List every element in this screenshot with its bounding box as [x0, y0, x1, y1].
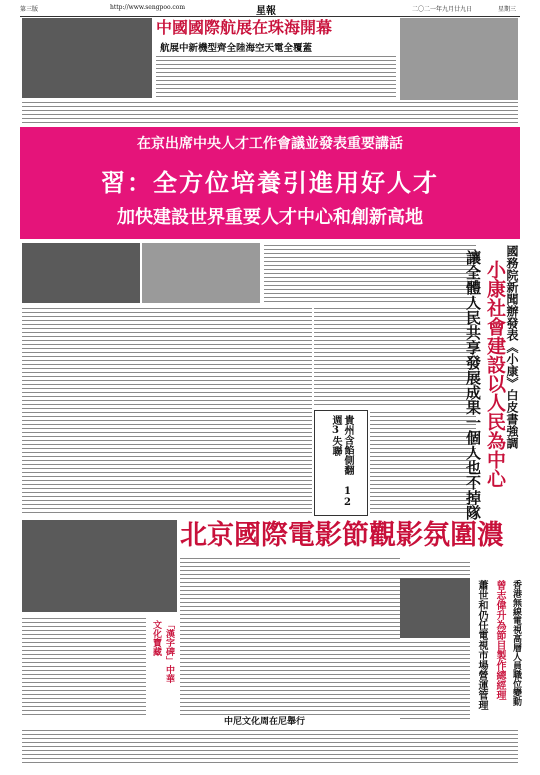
- airshow-subhead: 航展中新機型齊全陸海空天電全覆蓋: [160, 43, 313, 54]
- film-body-text: [180, 556, 400, 716]
- tvb-line-2: 曾志偉升為節目製作總經理: [494, 580, 505, 700]
- film-photo: [22, 520, 177, 612]
- side-story-title: 「漢字碑」中華文化寶藏: [151, 620, 174, 683]
- tvb-line-3: 蕭世和仍任電視市場營運管理: [476, 580, 487, 710]
- airshow-body-text-lower: [22, 100, 518, 124]
- tvb-body-text: [400, 640, 470, 720]
- issue-date: 二〇二一年九月廿九日: [412, 6, 473, 13]
- airshow-headline: 中國國際航展在珠海開幕: [156, 18, 333, 37]
- site-url: http://www.sengpoo.com: [110, 4, 186, 11]
- tvb-caption: [400, 560, 470, 576]
- banner-line-2: 習：全方位培養引進用好人才: [101, 169, 439, 197]
- banner-line-1: 在京出席中央人才工作會議並發表重要講話: [137, 136, 403, 152]
- boxed-story-body: [370, 410, 476, 514]
- tvb-photo: [400, 578, 470, 638]
- xi-photo: [22, 243, 140, 303]
- airshow-photo-left: [22, 18, 152, 98]
- page-number: 第三版: [20, 6, 39, 13]
- lead-banner: [20, 127, 520, 239]
- side-story-body: [22, 616, 146, 716]
- right-story-headline: 小康社會建設以人民為中心: [484, 260, 506, 488]
- footer-body-text: [22, 728, 518, 766]
- masthead: 星報: [256, 6, 276, 17]
- right-story-subhead: 讓全體人民共享發展成果一個人也不掉隊: [464, 250, 482, 520]
- lead-body-text: [22, 306, 312, 516]
- lead-body-text-top: [264, 243, 476, 305]
- banner-line-3: 加快建設世界重要人才中心和創新高地: [117, 207, 423, 228]
- boxed-story: [314, 410, 368, 516]
- tvb-line-1: 香港無線電視高層人員職位變動: [511, 580, 521, 706]
- airshow-photo-right: [400, 18, 518, 100]
- weekday: 星期三: [498, 6, 517, 13]
- meeting-photo: [142, 243, 260, 303]
- right-story-kicker: 國務院新聞辦發表《小康》白皮書強調: [505, 245, 519, 449]
- film-headline: 北京國際電影節觀影氛圍濃: [180, 520, 504, 551]
- footer-headline: 中尼文化周在尼舉行: [224, 717, 306, 727]
- lead-body-text-right: [314, 306, 476, 406]
- page-header: [20, 2, 520, 17]
- boxed-story-text: 貴州含餡側翻 12週3失聯: [330, 415, 353, 508]
- airshow-body-text: [156, 54, 396, 104]
